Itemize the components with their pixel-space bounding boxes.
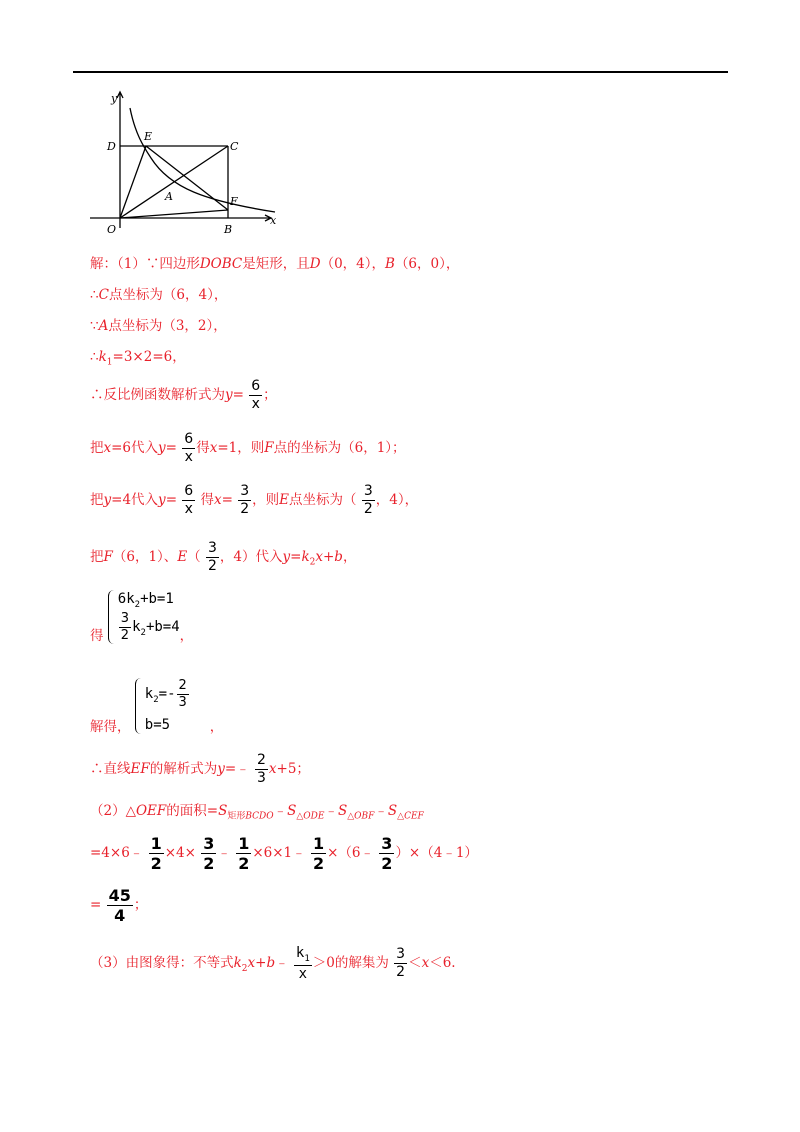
label-y: y: [111, 92, 118, 105]
fraction-k1-over-x: $\frac{k_1}{x}$: [295, 945, 310, 982]
fraction-45-over-4: $\frac{45}{4}$: [108, 886, 131, 926]
fraction-3-over-2: $\frac{3}{2}$: [207, 540, 217, 574]
fraction-2-over-3: $\frac{2}{3}$: [256, 752, 266, 786]
solution-line-13: =4×6﹣ $\frac{1}{2}$ ×4× $\frac{3}{2}$ ﹣ $\frac{1}{2}$ ×6×1﹣ $\frac{1}{2}$ ×（6﹣ $\frac{3}{2}$ ）×（4﹣1）: [90, 834, 478, 874]
solution-line-10: 解得， $k_2=-$ $\frac{2}{3}$ b=5 ，: [90, 678, 224, 735]
fraction-2-over-3: $\frac{2}{3}$: [178, 678, 187, 710]
label-o: O: [107, 223, 117, 236]
solution-line-11: ∴直线EF的解析式为y=﹣ $\frac{2}{3}$ x+5；: [90, 752, 310, 786]
label-d: D: [107, 140, 116, 153]
solution-line-4: $\therefore k_1=3\times 2=6$，: [90, 349, 186, 368]
fraction-1-over-2: $\frac{1}{2}$: [150, 834, 162, 874]
solution-line-8: 把F（6，1）、E（ $\frac{3}{2}$ ，4）代入$y=k_2x+b$，: [90, 540, 357, 574]
label-c: C: [230, 140, 239, 153]
solution-line-7: 把y=4代入y= $\frac{6}{x}$ 得x= $\frac{3}{2}$ ，则E点坐标为（ $\frac{3}{2}$ ，4），: [90, 483, 419, 517]
coordinate-figure: [85, 88, 285, 238]
solution-line-15: （3）由图象得：不等式$k_2x+b﹣$ $\frac{k_1}{x}$ ＞0的解集为 $\frac{3}{2}$ ＜x＜6.: [90, 945, 456, 982]
solution-line-1: 解：（1）∵四边形DOBC是矩形，且D（0，4），B（6，0），: [90, 256, 460, 272]
fraction-1-over-2: $\frac{1}{2}$: [238, 834, 250, 874]
equation-system-1: $6k_2+b=1$ $\frac{3}{2}$ $k_2+b=4$: [108, 590, 180, 644]
solution-line-14: = $\frac{45}{4}$ ；: [90, 886, 148, 926]
solution-line-9: 得 $6k_2+b=1$ $\frac{3}{2}$ $k_2+b=4$ ，: [90, 591, 194, 645]
segment-oe: [120, 146, 146, 218]
label-e: E: [144, 130, 153, 143]
solution-line-12: （2）△OEF的面积$=S_{矩形BCDO}﹣S_{\triangle ODE}﹣S_{\triangle OBF}﹣S_{\triangle CEF}$: [90, 803, 424, 822]
header-rule: [73, 71, 728, 73]
solution-line-6: 把x=6代入y= $\frac{6}{x}$ 得x=1，则F点的坐标为（6，1）；: [90, 431, 406, 465]
fraction-3-over-2: $\frac{3}{2}$: [381, 834, 393, 874]
fraction-6-over-x: $\frac{6}{x}$: [184, 431, 194, 465]
label-b: B: [224, 223, 233, 236]
segment-oc: [120, 146, 228, 218]
segment-of: [120, 210, 228, 218]
fraction-6-over-x: $\frac{6}{x}$: [251, 378, 261, 412]
fraction-3-over-2: $\frac{3}{2}$: [240, 483, 250, 517]
fraction-3-over-2: $\frac{3}{2}$: [363, 483, 373, 517]
solution-line-5: ∴反比例函数解析式为y= $\frac{6}{x}$ ；: [90, 378, 277, 412]
label-a: A: [165, 190, 173, 203]
equation-system-2: $k_2=-$ $\frac{2}{3}$ b=5: [135, 678, 190, 734]
fraction-1-over-2: $\frac{1}{2}$: [312, 834, 325, 874]
label-f: F: [230, 195, 238, 208]
solution-line-2: ∴C点坐标为（6，4），: [90, 287, 228, 303]
solution-line-3: ∵A点坐标为（3，2），: [90, 318, 227, 334]
segment-ef: [146, 146, 228, 210]
label-x: x: [270, 214, 277, 227]
fraction-3-over-2: $\frac{3}{2}$: [396, 946, 406, 981]
fraction-3-over-2: $\frac{3}{2}$: [203, 834, 215, 874]
fraction-6-over-x: $\frac{6}{x}$: [184, 483, 194, 517]
fraction-3-over-2: $\frac{3}{2}$: [120, 611, 130, 644]
